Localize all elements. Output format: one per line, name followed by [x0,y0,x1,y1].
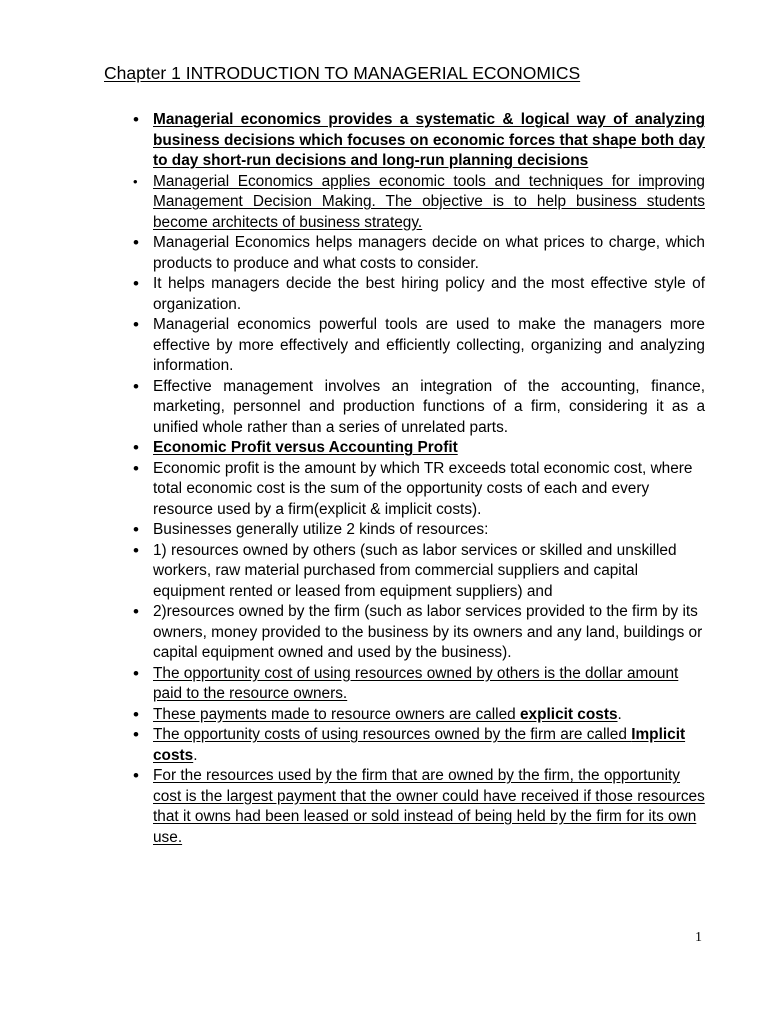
bullet-item [133,459,705,521]
bullet-item [133,377,705,439]
bullet-item [133,438,705,459]
bullet-term: Implicit costs [153,726,686,764]
bullet-list [133,110,705,848]
bullet-text: The opportunity costs of using resources owned by the firm are called [153,726,632,743]
chapter-title: Chapter 1 INTRODUCTION TO MANAGERIAL ECONOMICS [104,63,581,83]
bullet-text: Effective management involves an integration of the accounting, finance, marketing, personnel and production functions of a firm, considering it as a unified whole rather than a series of unrelated parts. [153,377,705,436]
bullet-term: explicit costs [520,705,618,723]
bullet-punct: . [617,705,622,723]
bullet-item [133,315,705,377]
bullet-text: These payments made to resource owners are called [153,705,520,723]
bullet-text: Managerial economics provides a systematic & logical way of analyzing business decisions which focuses on economic forces that shape both day to day short-run decisions and long-run planning decisions [153,111,705,169]
bullet-item [133,664,705,705]
page-number: 1 [695,930,702,945]
bullet-text: Managerial Economics applies economic tools and techniques for improving Management Decision Making. The objective is to help business students become architects of business strategy. [153,172,705,231]
bullet-text: Businesses generally utilize 2 kinds of resources: [153,521,489,538]
bullet-text: The opportunity cost of using resources owned by others is the dollar amount paid to the resource owners. [153,664,679,702]
bullet-text: 1) resources owned by others (such as labor services or skilled and unskilled workers, raw material purchased from commercial suppliers and capital equipment rented or leased from equipment suppliers) and [153,541,677,600]
bullet-text: Managerial Economics helps managers decide on what prices to charge, which products to produce and what costs to consider. [153,234,705,272]
bullet-item [133,541,705,603]
bullet-item [133,766,705,848]
bullet-text: 2)resources owned by the firm (such as labor services provided to the firm by its owners, money provided to the business by its owners and any land, buildings or capital equipment owned and used by the business). [153,603,703,661]
bullet-text: Managerial economics powerful tools are used to make the managers more effective by more effectively and efficiently collecting, organizing and analyzing information. [153,316,705,374]
bullet-item [133,172,705,234]
bullet-item [133,602,705,664]
bullet-text: Economic profit is the amount by which TR exceeds total economic cost, where total economic cost is the sum of the opportunity costs of each and every resource used by a firm(explicit & implicit costs). [153,459,693,518]
bullet-item [133,233,705,274]
bullet-text: It helps managers decide the best hiring policy and the most effective style of organization. [153,275,705,313]
bullet-item [133,110,705,172]
bullet-item [133,520,705,541]
section-heading: Economic Profit versus Accounting Profit [153,439,458,456]
bullet-punct: . [193,746,198,764]
bullet-item [133,725,705,766]
bullet-item [133,274,705,315]
bullet-item [133,705,705,726]
bullet-text: For the resources used by the firm that are owned by the firm, the opportunity cost is the largest payment that the owner could have received if those resources that it owns had been leased or sold instead of being held by the firm for its own use. [153,767,705,846]
